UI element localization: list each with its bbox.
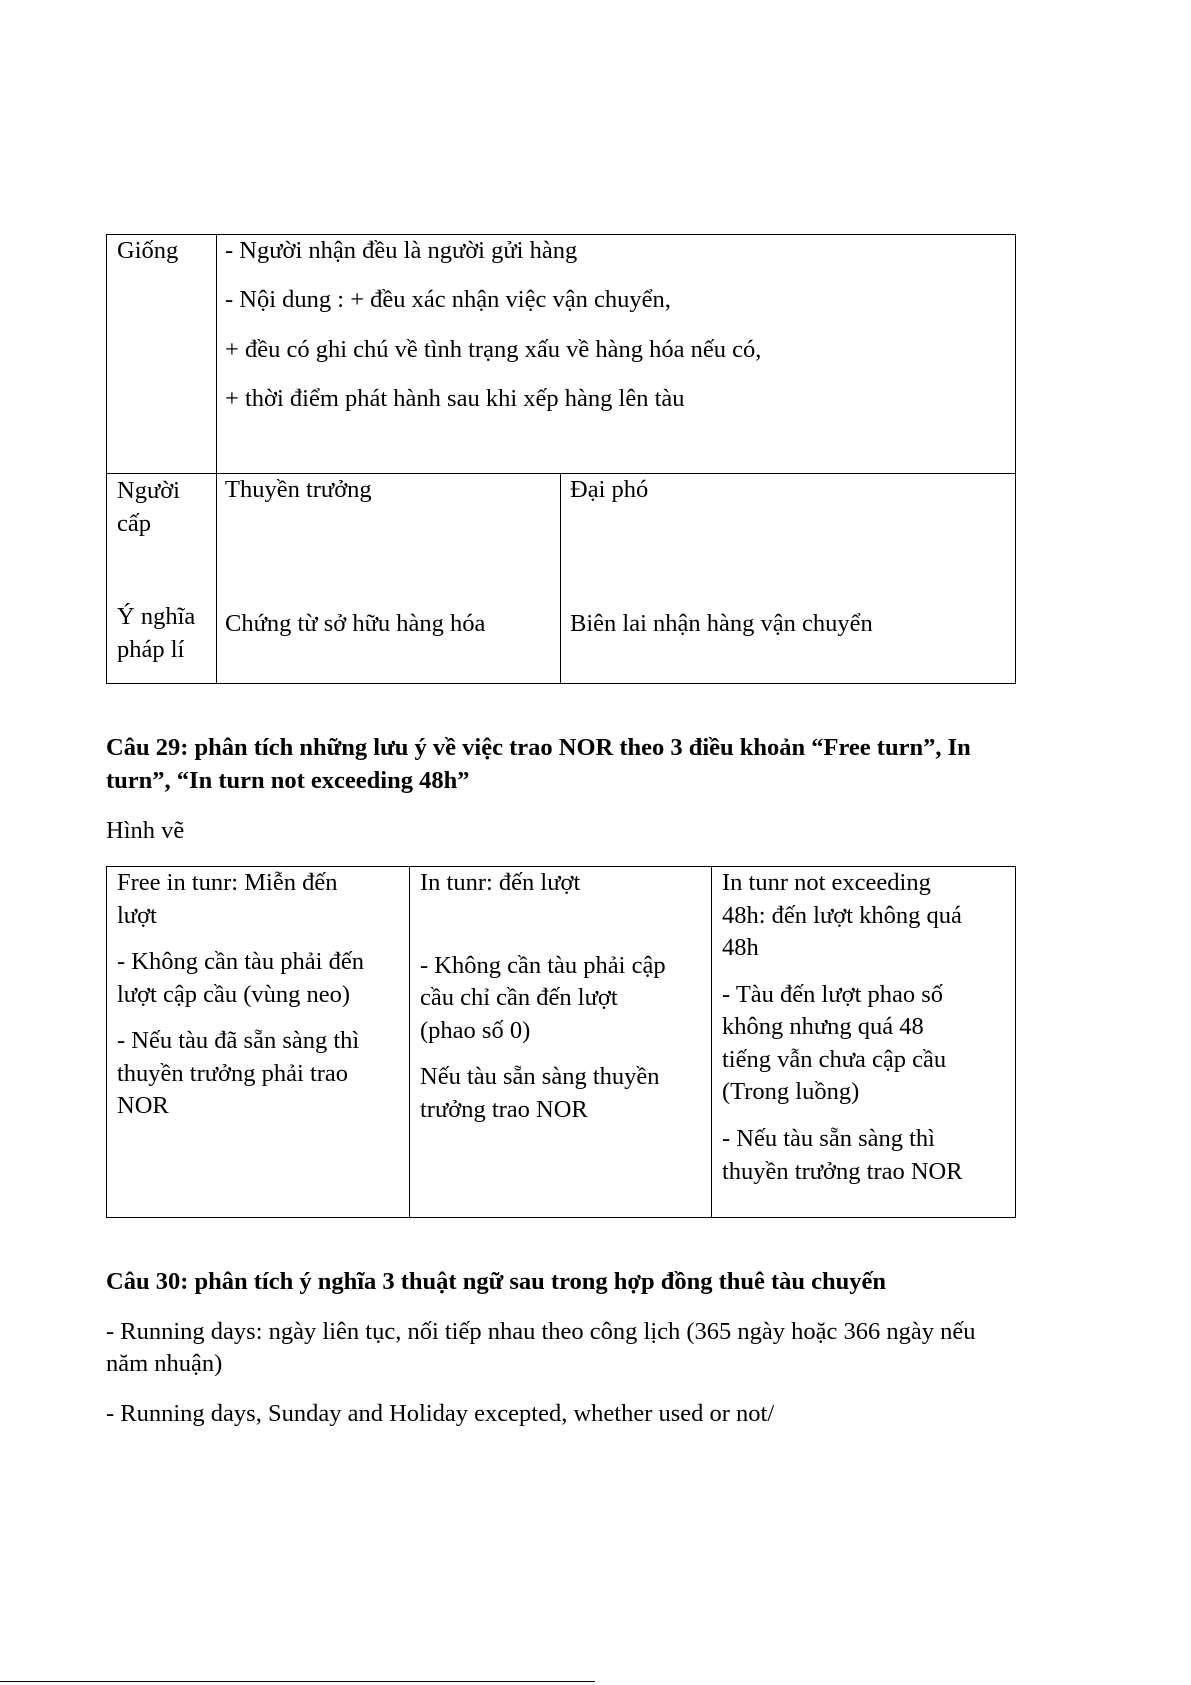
text-line: + đều có ghi chú về tình trạng xấu về hàng hóa nếu có, (225, 335, 762, 363)
table-divider (560, 473, 561, 683)
label-line: cấp (117, 510, 151, 538)
heading-line: Câu 29: phân tích những lưu ý về việc trao NOR theo 3 điều khoản “Free turn”, In (106, 734, 971, 761)
cell-thuyen-truong: Thuyền trưởng (225, 476, 372, 503)
row-content-giong (225, 235, 761, 415)
row-label-y-nghia (117, 600, 195, 667)
table-divider (409, 867, 410, 1217)
text-line: + thời điểm phát hành sau khi xếp hàng lên tàu (225, 384, 685, 412)
column-in-turn-48h (722, 867, 963, 1188)
cell-bien-lai: Biên lai nhận hàng vận chuyển (570, 610, 873, 637)
column-heading: In tunr: đến lượt (420, 869, 581, 896)
text-line: thuyền trưởng trao NOR (722, 1157, 963, 1185)
label-line: Người (117, 477, 180, 504)
row-label-nguoi-cap (117, 474, 180, 541)
heading-line: turn”, “In turn not exceeding 48h” (106, 767, 470, 795)
comparison-table (106, 234, 1016, 684)
text-line: - Nếu tàu đã sẵn sàng thì (117, 1027, 360, 1055)
column-heading: In tunr not exceeding (722, 869, 931, 896)
text-line: - Running days: ngày liên tục, nối tiếp nhau theo công lịch (365 ngày hoặc 366 ngày nếu (106, 1318, 976, 1345)
text-line: lượt cập cầu (vùng neo) (117, 980, 351, 1008)
cell-chung-tu: Chứng từ sở hữu hàng hóa (225, 610, 486, 637)
text-line: không nhưng quá 48 (722, 1013, 924, 1041)
column-heading: 48h: đến lượt không quá (722, 901, 962, 929)
text-line: cầu chỉ cần đến lượt (420, 984, 618, 1012)
label-line: pháp lí (117, 636, 185, 664)
cell-dai-pho: Đại phó (570, 476, 649, 503)
running-days-sunday-item: - Running days, Sunday and Holiday excepted, whether used or not/ (106, 1400, 775, 1427)
running-days-item (106, 1316, 1096, 1381)
text-line: - Tàu đến lượt phao số (722, 980, 944, 1008)
label-line: Ý nghĩa (117, 603, 196, 630)
column-in-turn (420, 867, 666, 1126)
column-heading: 48h (722, 934, 759, 962)
text-line: - Nội dung : + đều xác nhận việc vận chuyển, (225, 286, 671, 314)
text-line: tiếng vẫn chưa cập cầu (722, 1045, 947, 1073)
text-line: trưởng trao NOR (420, 1095, 588, 1123)
table-divider (216, 235, 217, 683)
table-divider (711, 867, 712, 1217)
text-line: thuyền trưởng phải trao (117, 1059, 349, 1087)
nor-clause-table (106, 866, 1016, 1218)
text-line: NOR (117, 1092, 169, 1120)
column-heading: Free in tunr: Miễn đến (117, 869, 338, 896)
text-line: - Không cần tàu phải cập (420, 951, 666, 979)
footnote-rule (0, 1681, 595, 1682)
column-heading: lượt (117, 901, 157, 929)
column-free-in-turn (117, 867, 364, 1123)
text-line: - Người nhận đều là người gửi hàng (225, 237, 578, 264)
row-label-giong: Giống (117, 237, 179, 264)
question-30-heading: Câu 30: phân tích ý nghĩa 3 thuật ngữ sau trong hợp đồng thuê tàu chuyến (106, 1268, 887, 1295)
text-line: Nếu tàu sẵn sàng thuyền (420, 1063, 660, 1091)
text-line: - Nếu tàu sẵn sàng thì (722, 1125, 935, 1153)
text-line: - Không cần tàu phải đến (117, 948, 364, 976)
text-line: năm nhuận) (106, 1350, 223, 1378)
figure-label: Hình vẽ (106, 817, 185, 844)
question-29-heading (106, 731, 971, 797)
text-line: (phao số 0) (420, 1016, 531, 1044)
text-line: (Trong luồng) (722, 1078, 860, 1106)
